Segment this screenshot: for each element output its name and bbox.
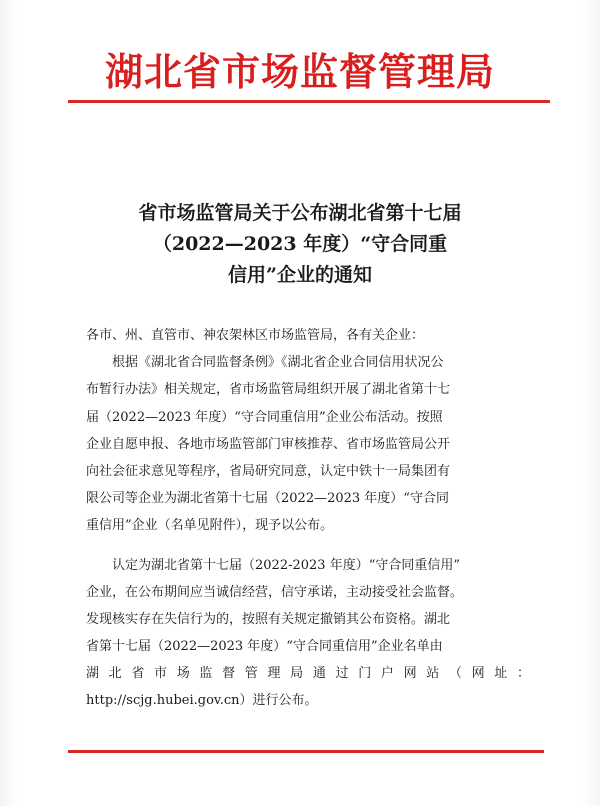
notice-body (86, 322, 534, 715)
footer-red-divider (68, 750, 544, 753)
paragraph-1-line: 限公司等企业为湖北省第十七届（2022—2023 年度）“守合同 (86, 491, 449, 507)
masthead-red-divider (68, 100, 550, 103)
paragraph-2-line: 省第十七届（2022—2023 年度）“守合同重信用”企业名单由 (86, 639, 443, 655)
masthead-title: 湖北省市场监督管理局 (104, 50, 495, 94)
paragraph-1-line: 根据《湖北省合同监督条例》《湖北省企业合同信用状况公 (112, 355, 444, 371)
title-line-1: 省市场监管局关于公布湖北省第十七届 (138, 202, 462, 224)
paragraph-1-line: 布暂行办法》相关规定，省市场监管局组织开展了湖北省第十七 (86, 382, 451, 398)
paragraph-2-line: 湖北省市场监督管理局通过门户网站（网址： (86, 666, 534, 682)
paragraph-2-line: 企业，在公布期间应当诚信经营，信守承诺，主动接受社会监督。 (86, 584, 464, 600)
paragraph-1-line: 向社会征求意见等程序，省局研究同意，认定中铁十一局集团有 (86, 463, 451, 479)
paragraph-1-line: 重信用”企业（名单见附件），现予以公布。 (86, 518, 334, 534)
salutation: 各市、州、直管市、神农架林区市场监管局，各有关企业： (86, 328, 425, 343)
paragraph-2-line: 认定为湖北省第十七届（2022-2023 年度）“守合同重信用” (112, 557, 460, 573)
notice-title (60, 198, 540, 291)
title-line-2: （2022—2023 年度）“守合同重 (152, 233, 448, 255)
paragraph-2-line-url: http://scjg.hubei.gov.cn）进行公布。 (86, 693, 318, 709)
title-line-3: 信用”企业的通知 (228, 264, 372, 286)
paragraph-gap (86, 540, 534, 552)
paragraph-1-line: 届（2022—2023 年度）“守合同重信用”企业公布活动。按照 (86, 409, 443, 425)
paragraph-2-line: 发现核实存在失信行为的，按照有关规定撤销其公布资格。湖北 (86, 611, 451, 627)
paragraph-1-line: 企业自愿申报、各地市场监管部门审核推荐、省市场监管局公开 (86, 436, 451, 452)
